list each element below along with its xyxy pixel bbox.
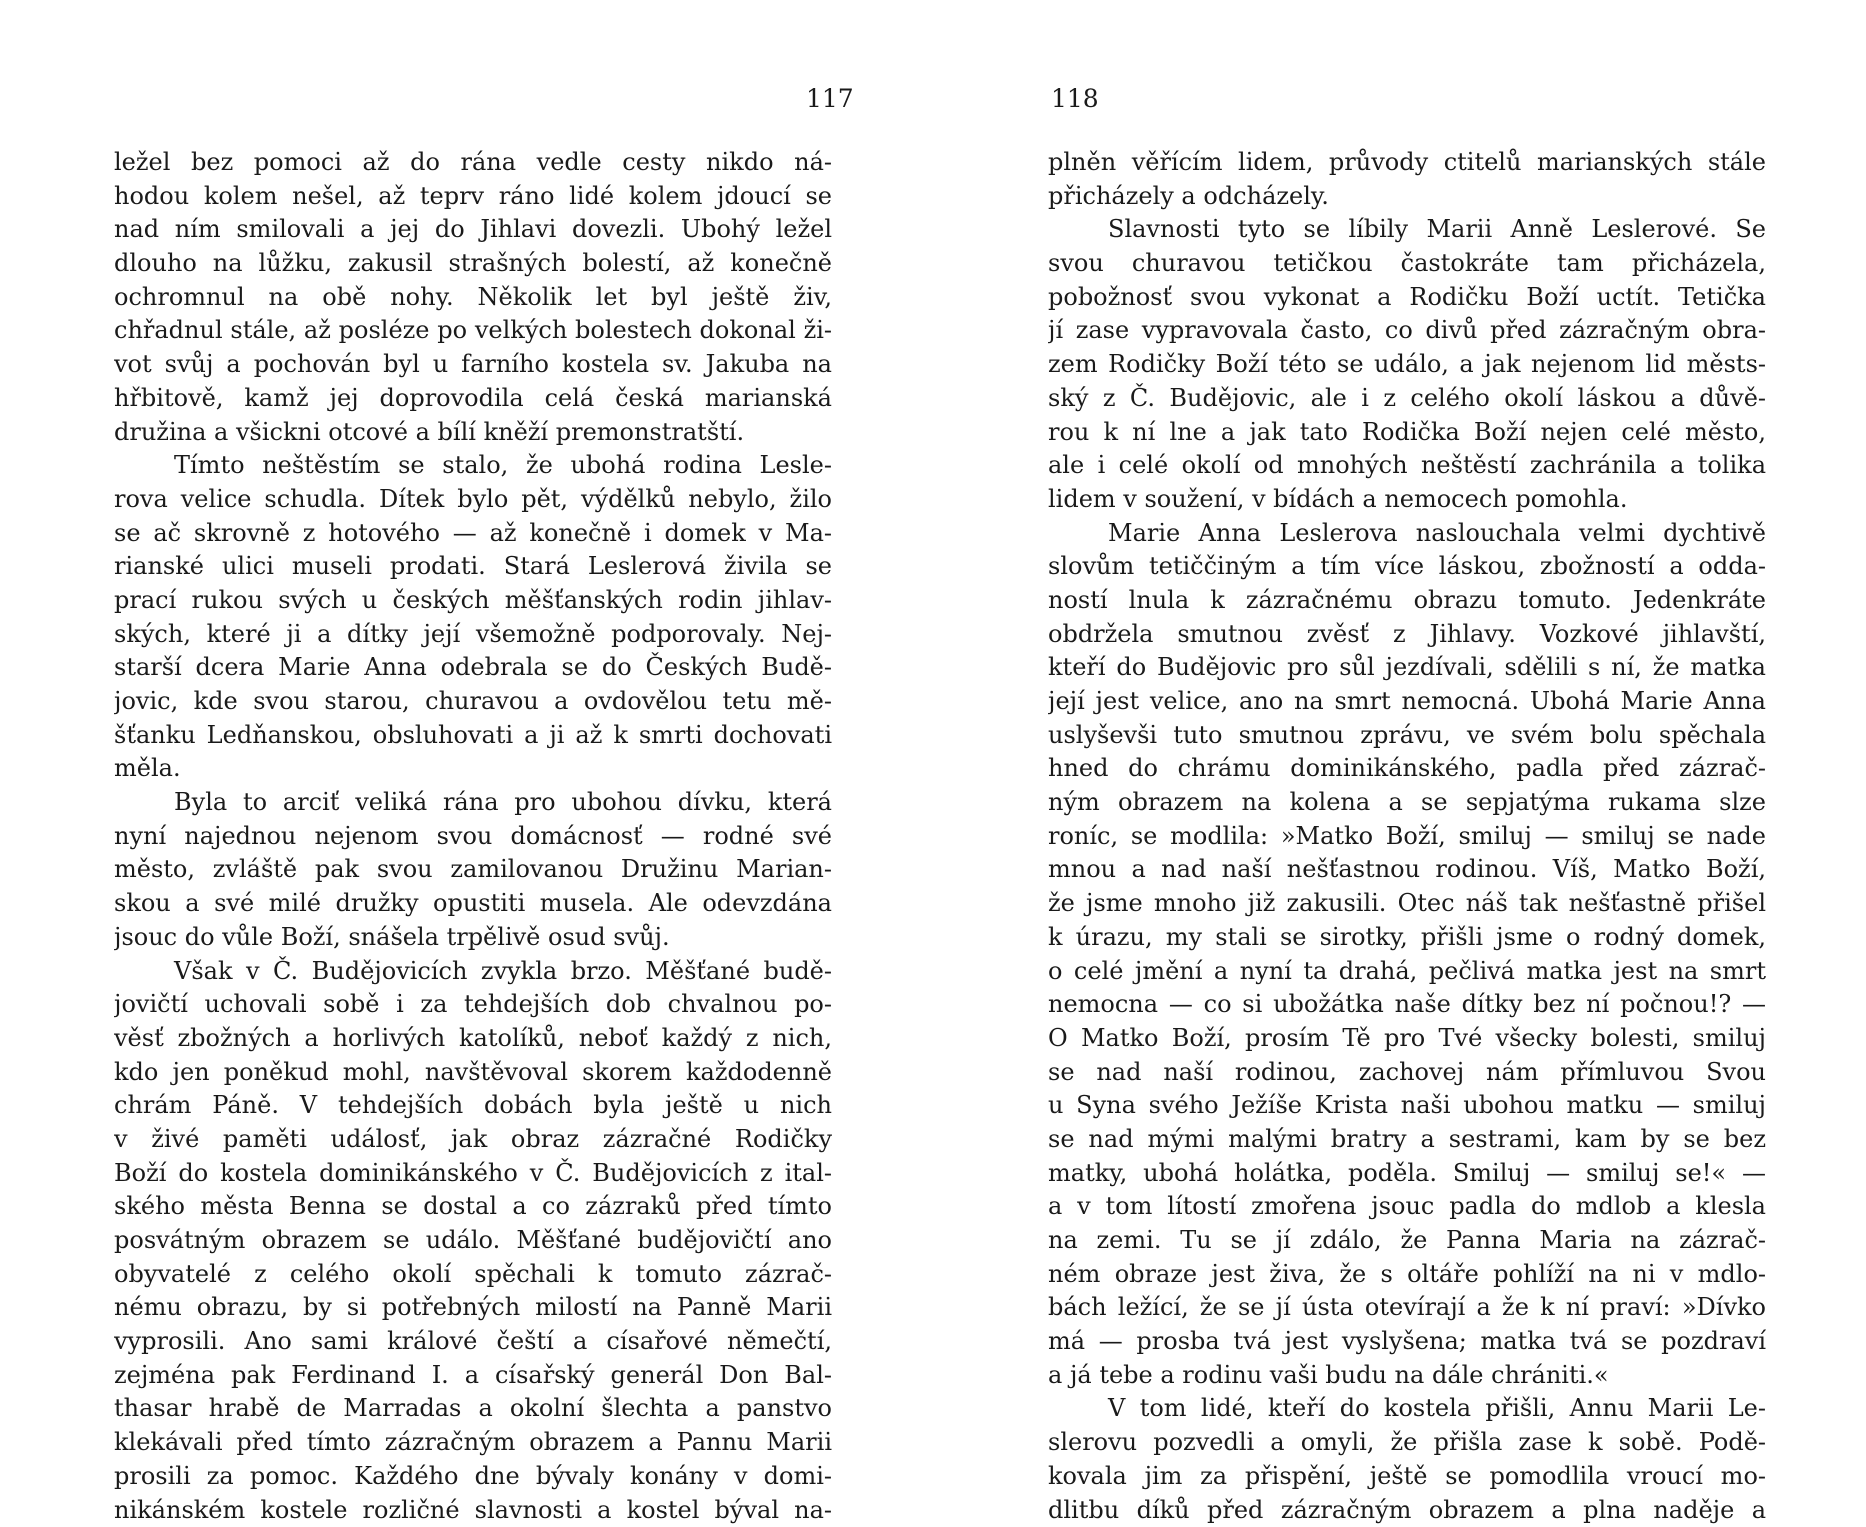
text-line: že jsme mnoho již zakusili. Otec náš tak nešťastně přišel <box>1048 887 1766 921</box>
text-line: u Syna svého Ježíše Krista naši ubohou matku — smiluj <box>1048 1089 1766 1123</box>
text-line: ochromnul na obě nohy. Několik let byl ještě živ, <box>114 281 832 315</box>
text-line: skou a své milé družky opustiti musela. Ale odevzdána <box>114 887 832 921</box>
text-line: vyprosili. Ano sami králové čeští a císařové němečtí, <box>114 1325 832 1359</box>
text-line: thasar hrabě de Marradas a okolní šlechta a panstvo <box>114 1392 832 1426</box>
text-line: nad ním smilovali a jej do Jihlavi dovezli. Ubohý ležel <box>114 213 832 247</box>
text-line: hned do chrámu dominikánského, padla před zázrač- <box>1048 752 1766 786</box>
text-line: plněn věřícím lidem, průvody ctitelů marianských stále <box>1048 146 1766 180</box>
text-line: nému obrazu, by si potřebných milostí na Panně Marii <box>114 1291 832 1325</box>
text-line: kdo jen poněkud mohl, navštěvoval skorem každodenně <box>114 1056 832 1090</box>
text-line: jovičtí uchovali sobě i za tehdejších dob chvalnou po- <box>114 988 832 1022</box>
text-line: nikánském kostele rozličné slavnosti a kostel býval na- <box>114 1494 832 1527</box>
text-line: kteří do Budějovic pro sůl jezdívali, sdělili s ní, že matka <box>1048 651 1766 685</box>
text-line: pobožnosť svou vykonat a Rodičku Boží uctít. Tetička <box>1048 281 1766 315</box>
text-line: jovic, kde svou starou, churavou a ovdovělou tetu mě- <box>114 685 832 719</box>
page-number: 117 <box>806 84 854 114</box>
text-line: svou churavou tetičkou častokráte tam přicházela, <box>1048 247 1766 281</box>
text-line: bách ležící, že se jí ústa otevírají a že k ní praví: »Dívko <box>1048 1291 1766 1325</box>
text-line: rova velice schudla. Dítek bylo pět, výdělků nebylo, žilo <box>114 483 832 517</box>
text-line: Však v Č. Budějovicích zvykla brzo. Měšťané budě- <box>114 955 832 989</box>
text-line: Byla to arciť veliká rána pro ubohou dívku, která <box>114 786 832 820</box>
text-line: Tímto neštěstím se stalo, že ubohá rodina Lesle- <box>114 449 832 483</box>
text-line: měla. <box>114 752 832 786</box>
text-line: a v tom lítostí zmořena jsouc padla do mdlob a klesla <box>1048 1190 1766 1224</box>
text-line: nyní najednou nejenom svou domácnosť — rodné své <box>114 820 832 854</box>
text-line: ských, které ji a dítky její všemožně podporovaly. Nej- <box>114 618 832 652</box>
text-line: rianské ulici museli prodati. Stará Leslerová živila se <box>114 550 832 584</box>
text-line: starší dcera Marie Anna odebrala se do Českých Budě- <box>114 651 832 685</box>
text-line: slerovu pozvedli a omyli, že přišla zase k sobě. Podě- <box>1048 1426 1766 1460</box>
text-line: Slavnosti tyto se líbily Marii Anně Leslerové. Se <box>1048 213 1766 247</box>
text-line: vot svůj a pochován byl u farního kostela sv. Jakuba na <box>114 348 832 382</box>
text-line: se nad naší rodinou, zachovej nám přímluvou Svou <box>1048 1056 1766 1090</box>
text-line: nemocna — co si ubožátka naše dítky bez ní počnou!? — <box>1048 988 1766 1022</box>
text-line: ského města Benna se dostal a co zázraků před tímto <box>114 1190 832 1224</box>
text-line: se nad mými malými bratry a sestrami, kam by se bez <box>1048 1123 1766 1157</box>
text-line: město, zvláště pak svou zamilovanou Družinu Marian- <box>114 853 832 887</box>
text-line: se ač skrovně z hotového — až konečně i domek v Ma- <box>114 517 832 551</box>
text-line: ným obrazem na kolena a se sepjatýma rukama slze <box>1048 786 1766 820</box>
text-line: dlouho na lůžku, zakusil strašných bolestí, až konečně <box>114 247 832 281</box>
text-line: má — prosba tvá jest vyslyšena; matka tvá se pozdraví <box>1048 1325 1766 1359</box>
text-line: ležel bez pomoci až do rána vedle cesty nikdo ná- <box>114 146 832 180</box>
page-text <box>114 146 832 1527</box>
text-line: zejména pak Ferdinand I. a císařský generál Don Bal- <box>114 1359 832 1393</box>
text-line: V tom lidé, kteří do kostela přišli, Annu Marii Le- <box>1048 1392 1766 1426</box>
text-line: mnou a nad naší nešťastnou rodinou. Víš, Matko Boží, <box>1048 853 1766 887</box>
text-line: matky, ubohá holátka, poděla. Smiluj — smiluj se!« — <box>1048 1157 1766 1191</box>
text-line: jí zase vypravovala často, co divů před zázračným obra- <box>1048 314 1766 348</box>
text-line: šťanku Ledňanskou, obsluhovati a ji až k smrti dochovati <box>114 719 832 753</box>
text-line: její jest velice, ano na smrt nemocná. Ubohá Marie Anna <box>1048 685 1766 719</box>
text-line: ném obraze jest živa, že s oltáře pohlíží na ni v mdlo- <box>1048 1258 1766 1292</box>
text-line: obyvatelé z celého okolí spěchali k tomuto zázrač- <box>114 1258 832 1292</box>
text-line: O Matko Boží, prosím Tě pro Tvé všecky bolesti, smiluj <box>1048 1022 1766 1056</box>
text-line: ský z Č. Budějovic, ale i z celého okolí láskou a důvě- <box>1048 382 1766 416</box>
text-line: hodou kolem nešel, až teprv ráno lidé kolem jdoucí se <box>114 180 832 214</box>
text-line: lidem v soužení, v bídách a nemocech pomohla. <box>1048 483 1766 517</box>
text-line: ale i celé okolí od mnohých neštěstí zachránila a tolika <box>1048 449 1766 483</box>
text-line: zem Rodičky Boží této se událo, a jak nejenom lid městs- <box>1048 348 1766 382</box>
text-line: jsouc do vůle Boží, snášela trpělivě osud svůj. <box>114 921 832 955</box>
text-line: družina a všickni otcové a bílí kněží premonstratští. <box>114 416 832 450</box>
text-line: chrám Páně. V tehdejších dobách byla ještě u nich <box>114 1089 832 1123</box>
text-line: roníc, se modlila: »Matko Boží, smiluj — smiluj se nade <box>1048 820 1766 854</box>
text-line: o celé jmění a nyní ta drahá, pečlivá matka jest na smrt <box>1048 955 1766 989</box>
text-line: hřbitově, kamž jej doprovodila celá česká marianská <box>114 382 832 416</box>
page-text <box>1048 146 1766 1527</box>
text-line: obdržela smutnou zvěsť z Jihlavy. Vozkové jihlavští, <box>1048 618 1766 652</box>
text-line: v živé paměti událosť, jak obraz zázračné Rodičky <box>114 1123 832 1157</box>
text-line: ností lnula k zázračnému obrazu tomuto. Jedenkráte <box>1048 584 1766 618</box>
text-line: slovům tetiččiným a tím více láskou, zbožností a odda- <box>1048 550 1766 584</box>
text-line: a já tebe a rodinu vaši budu na dále chrániti.« <box>1048 1359 1766 1393</box>
text-line: prací rukou svých u českých měšťanských rodin jihlav- <box>114 584 832 618</box>
text-line: kovala jim za přispění, ještě se pomodlila vroucí mo- <box>1048 1460 1766 1494</box>
page-number: 118 <box>1051 84 1099 114</box>
text-line: rou k ní lne a jak tato Rodička Boží nejen celé město, <box>1048 416 1766 450</box>
right-page <box>933 0 1866 1501</box>
text-line: chřadnul stále, až posléze po velkých bolestech dokonal ži- <box>114 314 832 348</box>
text-line: Marie Anna Leslerova naslouchala velmi dychtivě <box>1048 517 1766 551</box>
text-line: posvátným obrazem se událo. Měšťané budějovičtí ano <box>114 1224 832 1258</box>
text-line: Boží do kostela dominikánského v Č. Budějovicích z ital- <box>114 1157 832 1191</box>
text-line: dlitbu díků před zázračným obrazem a plna naděje a <box>1048 1494 1766 1527</box>
text-line: k úrazu, my stali se sirotky, přišli jsme o rodný domek, <box>1048 921 1766 955</box>
left-page <box>0 0 933 1501</box>
text-line: přicházely a odcházely. <box>1048 180 1766 214</box>
text-line: uslyševši tuto smutnou zprávu, ve svém bolu spěchala <box>1048 719 1766 753</box>
text-line: prosili za pomoc. Každého dne bývaly konány v domi- <box>114 1460 832 1494</box>
text-line: klekávali před tímto zázračným obrazem a Pannu Marii <box>114 1426 832 1460</box>
text-line: na zemi. Tu se jí zdálo, že Panna Maria na zázrač- <box>1048 1224 1766 1258</box>
text-line: věsť zbožných a horlivých katolíků, neboť každý z nich, <box>114 1022 832 1056</box>
